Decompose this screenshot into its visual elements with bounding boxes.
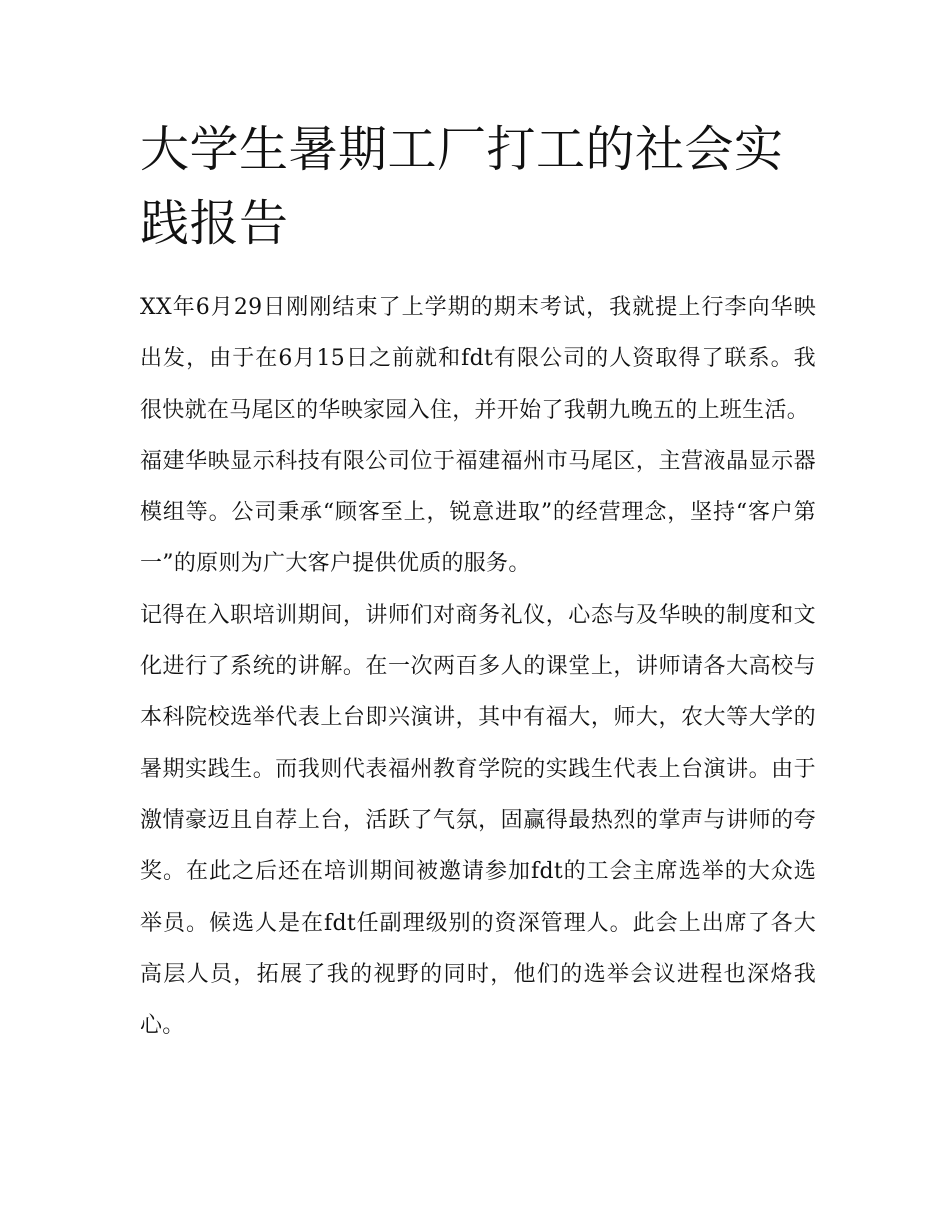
paragraph-intro: XX年6月29日刚刚结束了上学期的期末考试，我就提上行李向华映出发，由于在6月15日之前就和fdt有限公司的人资取得了联系。我很快就在马尾区的华映家园入住，并开始了我朝九晚五的上班生活。 (140, 295, 816, 423)
document-title: 大学生暑期工厂打工的社会实践报告 (140, 121, 784, 252)
paragraph-company: 福建华映显示科技有限公司位于福建福州市马尾区，主营液晶显示器模组等。公司秉承“顾客至上，锐意进取”的经营理念，坚持“客户第一”的原则为广大客户提供优质的服务。 (140, 448, 816, 577)
paragraph-training: 记得在入职培训期间，讲师们对商务礼仪，心态与及华映的制度和文化进行了系统的讲解。在一次两百多人的课堂上，讲师请各大高校与本科院校选举代表上台即兴演讲，其中有福大，师大，农大等大学的暑期实践生。而我则代表福州教育学院的实践生代表上台演讲。由于激情豪迈且自荐上台，活跃了气氛，固赢得最热烈的掌声与讲师的夸奖。在此之后还在培训期间被邀请参加fdt的工会主席选举的大众选举员。候选人是在fdt任副理级别的资深管理人。此会上出席了各大高层人员，拓展了我的视野的同时，他们的选举会议进程也深烙我心。 (140, 602, 816, 1039)
document-body (140, 282, 816, 1051)
